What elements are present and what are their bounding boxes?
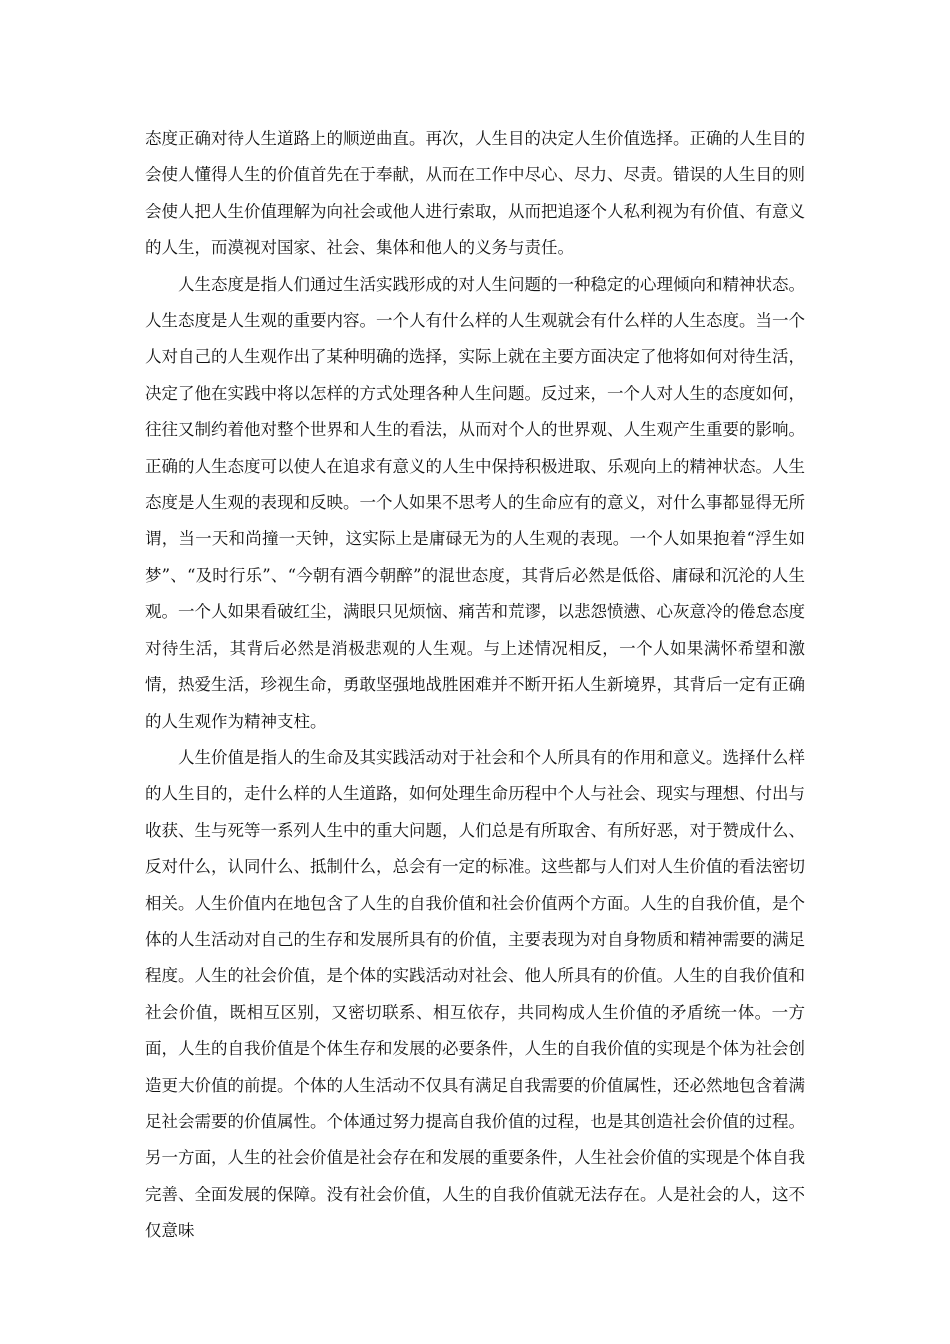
paragraph-1: 态度正确对待人生道路上的顺逆曲直。再次，人生目的决定人生价值选择。正确的人生目的会使人懂得人生的价值首先在于奉献，从而在工作中尽心、尽力、尽责。错误的人生目的则会使人把人生价值理解为向社会或他人进行索取，从而把追逐个人私利视为有价值、有意义的人生，而漠视对国家、社会、集体和他人的义务与责任。 <box>145 129 805 258</box>
paragraph-3: 人生价值是指人的生命及其实践活动对于社会和个人所具有的作用和意义。选择什么样的人生目的，走什么样的人生道路，如何处理生命历程中个人与社会、现实与理想、付出与收获、生与死等一系列人生中的重大问题，人们总是有所取舍、有所好恶，对于赞成什么、反对什么，认同什么、抵制什么，总会有一定的标准。这些都与人们对人生价值的看法密切相关。人生价值内在地包含了人生的自我价值和社会价值两个方面。人生的自我价值，是个体的人生活动对自己的生存和发展所具有的价值，主要表现为对自身物质和精神需要的满足程度。人生的社会价值，是个体的实践活动对社会、他人所具有的价值。人生的自我价值和社会价值，既相互区别，又密切联系、相互依存，共同构成人生价值的矛盾统一体。一方面，人生的自我价值是个体生存和发展的必要条件，人生的自我价值的实现是个体为社会创造更大价值的前提。个体的人生活动不仅具有满足自我需要的价值属性，还必然地包含着满足社会需要的价值属性。个体通过努力提高自我价值的过程，也是其创造社会价值的过程。另一方面，人生的社会价值是社会存在和发展的重要条件，人生社会价值的实现是个体自我完善、全面发展的保障。没有社会价值，人生的自我价值就无法存在。人是社会的人，这不仅意味 <box>145 747 805 1241</box>
paragraph-2: 人生态度是指人们通过生活实践形成的对人生问题的一种稳定的心理倾向和精神状态。人生态度是人生观的重要内容。一个人有什么样的人生观就会有什么样的人生态度。当一个人对自己的人生观作出了某种明确的选择，实际上就在主要方面决定了他将如何对待生活，决定了他在实践中将以怎样的方式处理各种人生问题。反过来，一个人对人生的态度如何，往往又制约着他对整个世界和人生的看法，从而对个人的世界观、人生观产生重要的影响。正确的人生态度可以使人在追求有意义的人生中保持积极进取、乐观向上的精神状态。人生态度是人生观的表现和反映。一个人如果不思考人的生命应有的意义，对什么事都显得无所谓，当一天和尚撞一天钟，这实际上是庸碌无为的人生观的表现。一个人如果抱着“浮生如梦”、“及时行乐”、“今朝有酒今朝醉”的混世态度，其背后必然是低俗、庸碌和沉沦的人生观。一个人如果看破红尘，满眼只见烦恼、痛苦和荒谬，以悲怨愤懑、心灰意冷的倦怠态度对待生活，其背后必然是消极悲观的人生观。与上述情况相反，一个人如果满怀希望和激情，热爱生活，珍视生命，勇敢坚强地战胜困难并不断开拓人生新境界，其背后一定有正确的人生观作为精神支柱。 <box>145 274 805 731</box>
document-body <box>145 121 805 1250</box>
